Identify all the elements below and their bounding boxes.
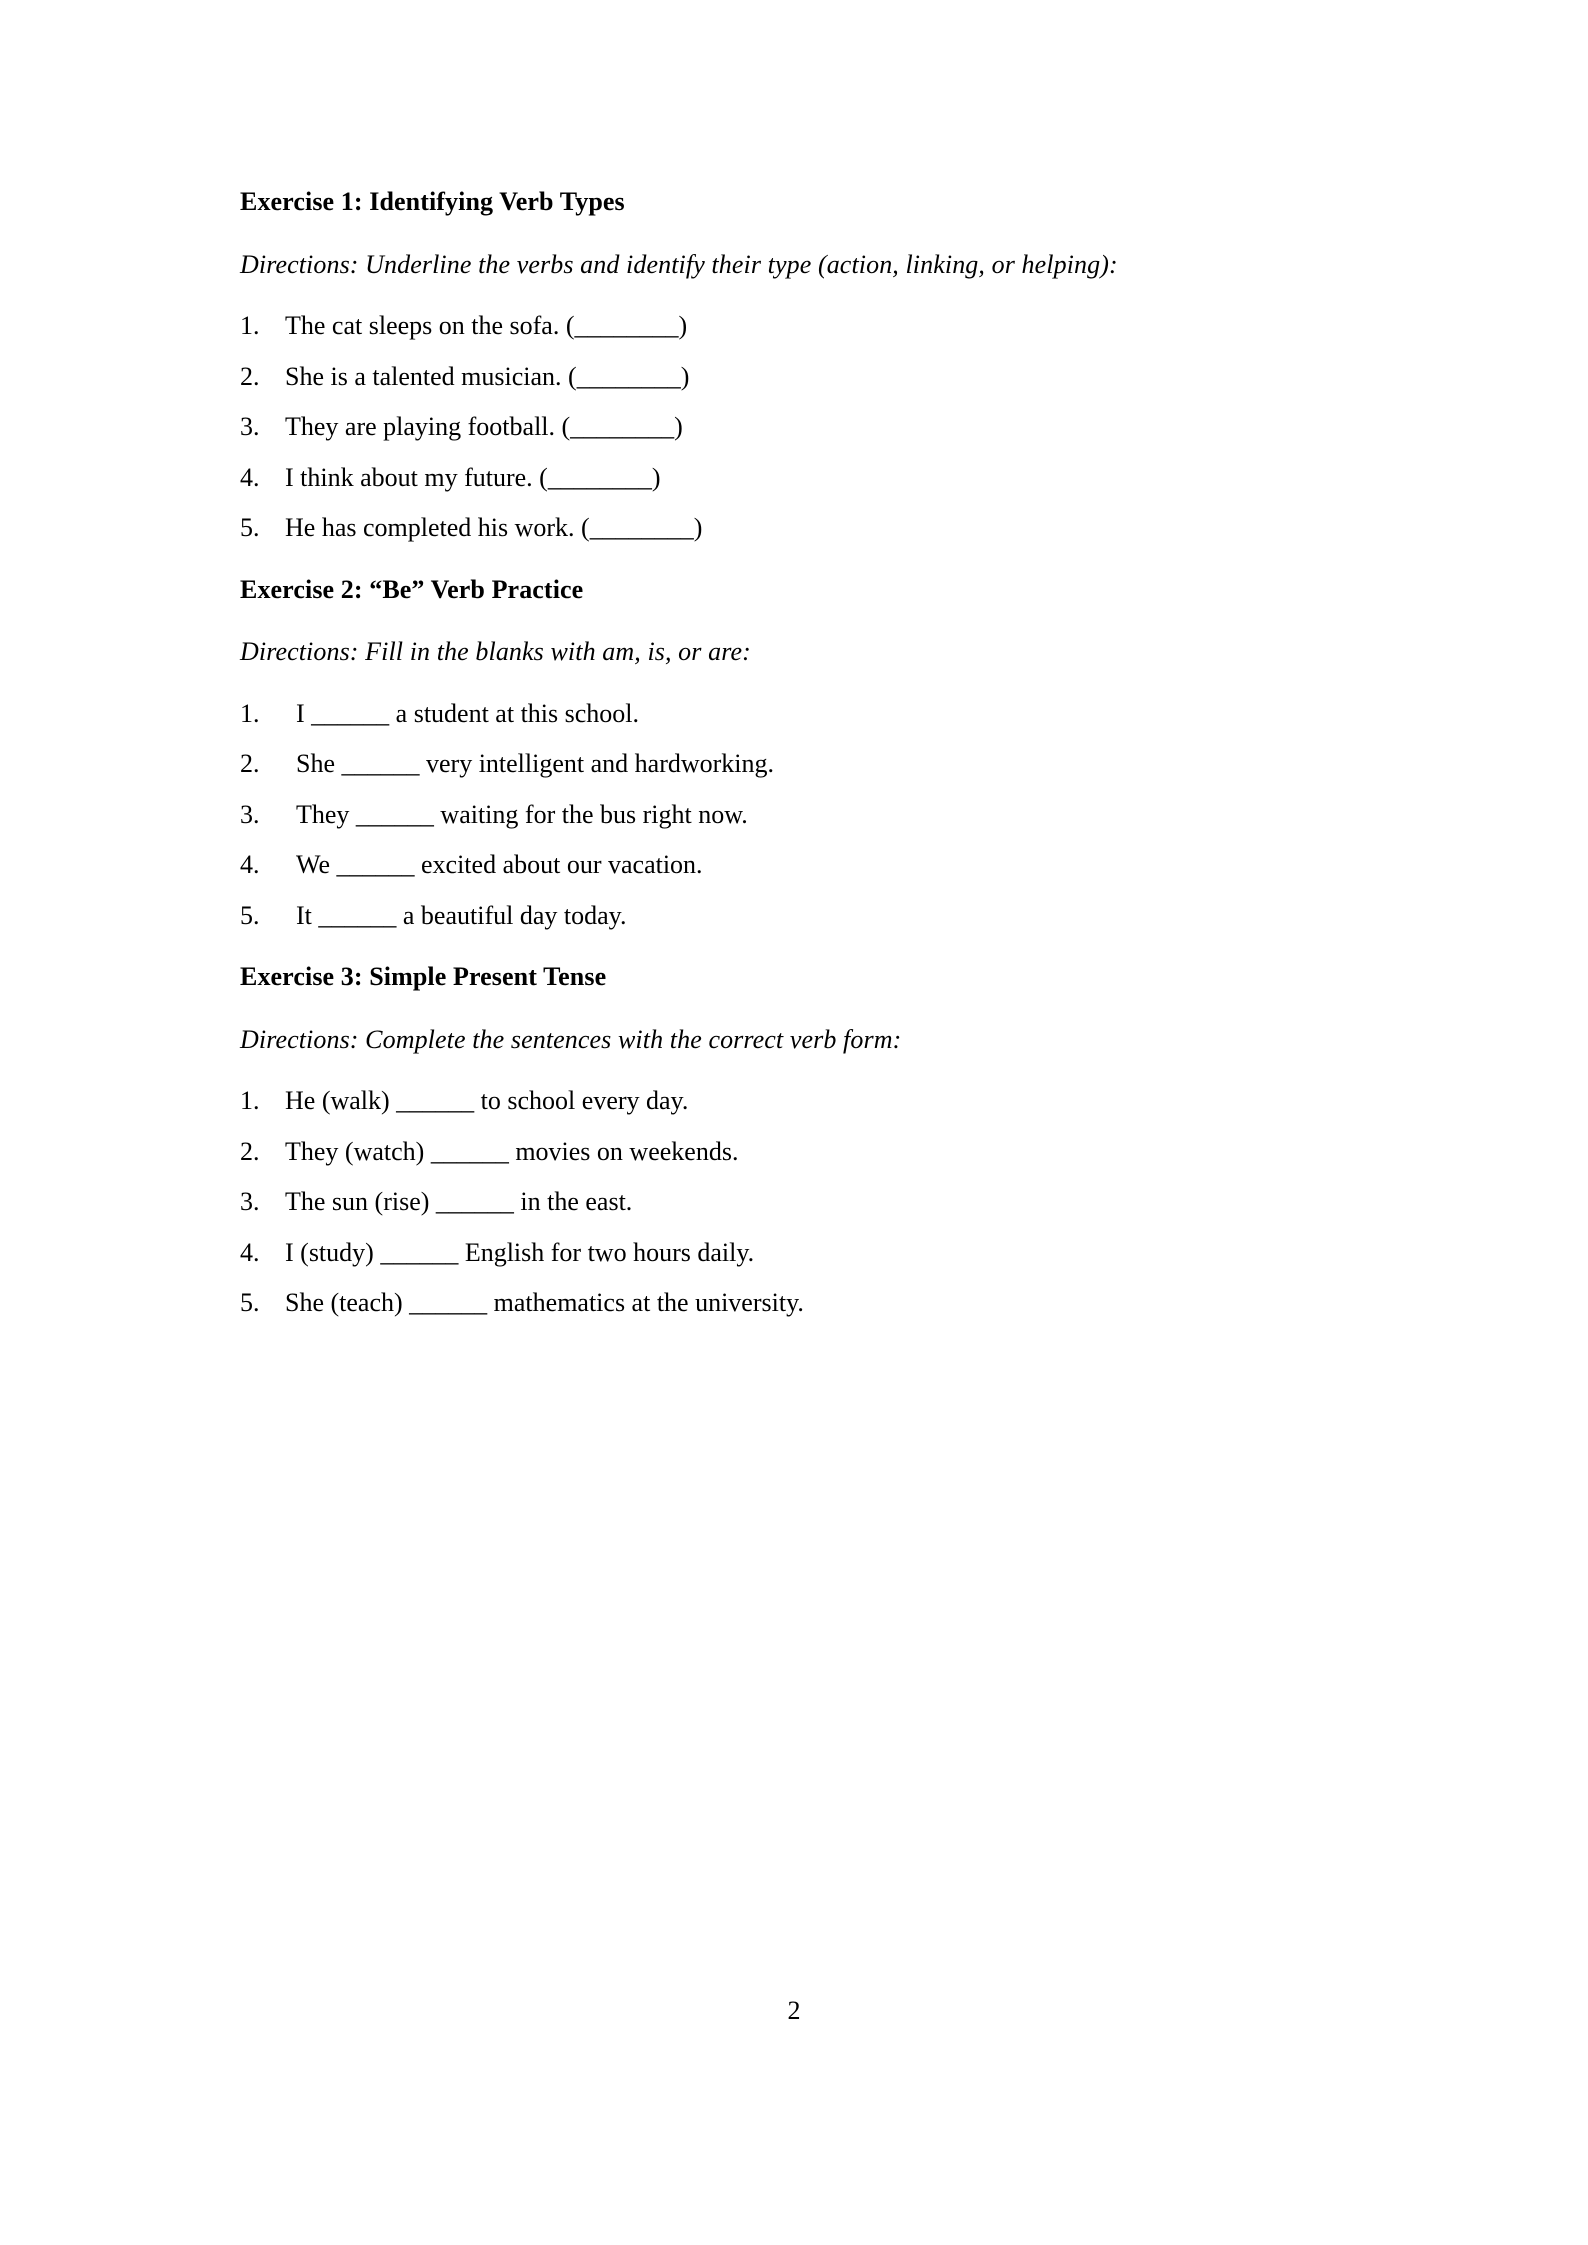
spacer	[240, 831, 1350, 849]
question-text: The sun (rise) ______ in the east.	[285, 1187, 633, 1216]
question-item	[240, 512, 1350, 545]
question-item	[240, 799, 1350, 832]
question-text: They ______ waiting for the bus right now.	[296, 799, 748, 829]
question-list-3	[240, 1085, 1350, 1320]
question-text: He has completed his work. (________)	[285, 513, 703, 542]
exercise-section-1	[240, 186, 1350, 545]
spacer	[240, 545, 1350, 574]
question-list-2	[240, 698, 1350, 933]
question-text: It ______ a beautiful day today.	[296, 900, 627, 930]
question-text: The cat sleeps on the sofa. (________)	[285, 311, 688, 340]
exercise-directions-2: Directions: Fill in the blanks with am, is, or are:	[240, 637, 751, 666]
question-number: 3.	[240, 799, 260, 829]
question-list-1	[240, 310, 1350, 545]
spacer	[240, 932, 1350, 961]
question-item	[240, 1085, 1350, 1118]
question-number: 2.	[240, 749, 260, 778]
question-text: They are playing football. (________)	[285, 412, 683, 441]
question-item	[240, 698, 1350, 731]
exercise-directions-3: Directions: Complete the sentences with the correct verb form:	[240, 1024, 902, 1054]
question-number: 5.	[240, 513, 260, 542]
question-text: She (teach) ______ mathematics at the university.	[285, 1288, 804, 1317]
spacer	[240, 781, 1350, 799]
question-item	[240, 900, 1350, 933]
exercise-section-2	[240, 574, 1350, 933]
question-text: I ______ a student at this school.	[296, 698, 640, 728]
exercise-heading-2: Exercise 2: “Be” Verb Practice	[240, 574, 584, 604]
question-number: 1.	[240, 311, 260, 340]
question-number: 1.	[240, 698, 260, 728]
question-text: She is a talented musician. (________)	[285, 361, 690, 391]
question-number: 4.	[240, 462, 260, 492]
spacer	[240, 281, 1350, 310]
spacer	[240, 1168, 1350, 1186]
question-number: 5.	[240, 900, 260, 930]
spacer	[240, 1269, 1350, 1287]
exercise-section-3	[240, 961, 1350, 1320]
spacer	[240, 882, 1350, 900]
spacer	[240, 1219, 1350, 1237]
question-text: She ______ very intelligent and hardworking.	[296, 749, 775, 778]
spacer	[240, 393, 1350, 411]
document-body	[240, 186, 1350, 1320]
question-item	[240, 849, 1350, 882]
question-number: 2.	[240, 1136, 260, 1166]
page-number: 2	[787, 1996, 801, 2025]
question-item	[240, 310, 1350, 343]
question-item	[240, 748, 1350, 781]
question-item	[240, 1186, 1350, 1219]
exercise-heading-1: Exercise 1: Identifying Verb Types	[240, 187, 625, 216]
question-item	[240, 1237, 1350, 1270]
spacer	[240, 1056, 1350, 1085]
spacer	[240, 494, 1350, 512]
spacer	[240, 1118, 1350, 1136]
spacer	[240, 669, 1350, 698]
question-text: They (watch) ______ movies on weekends.	[285, 1136, 739, 1166]
question-item	[240, 462, 1350, 495]
question-number: 3.	[240, 1187, 260, 1216]
spacer	[240, 994, 1350, 1024]
question-number: 3.	[240, 412, 260, 441]
question-number: 4.	[240, 850, 260, 879]
spacer	[240, 730, 1350, 748]
spacer	[240, 219, 1350, 249]
question-text: I (study) ______ English for two hours daily.	[285, 1237, 755, 1267]
question-item	[240, 1287, 1350, 1320]
question-text: We ______ excited about our vacation.	[296, 850, 703, 879]
exercise-directions-1: Directions: Underline the verbs and identify their type (action, linking, or helping):	[240, 249, 1118, 279]
spacer	[240, 444, 1350, 462]
question-number: 5.	[240, 1288, 260, 1317]
question-item	[240, 1136, 1350, 1169]
question-number: 2.	[240, 361, 260, 391]
question-item	[240, 411, 1350, 444]
question-text: I think about my future. (________)	[285, 462, 661, 492]
spacer	[240, 343, 1350, 361]
spacer	[240, 606, 1350, 636]
question-item	[240, 361, 1350, 394]
exercise-heading-3: Exercise 3: Simple Present Tense	[240, 962, 607, 991]
question-text: He (walk) ______ to school every day.	[285, 1086, 689, 1115]
question-number: 1.	[240, 1086, 260, 1115]
question-number: 4.	[240, 1237, 260, 1267]
